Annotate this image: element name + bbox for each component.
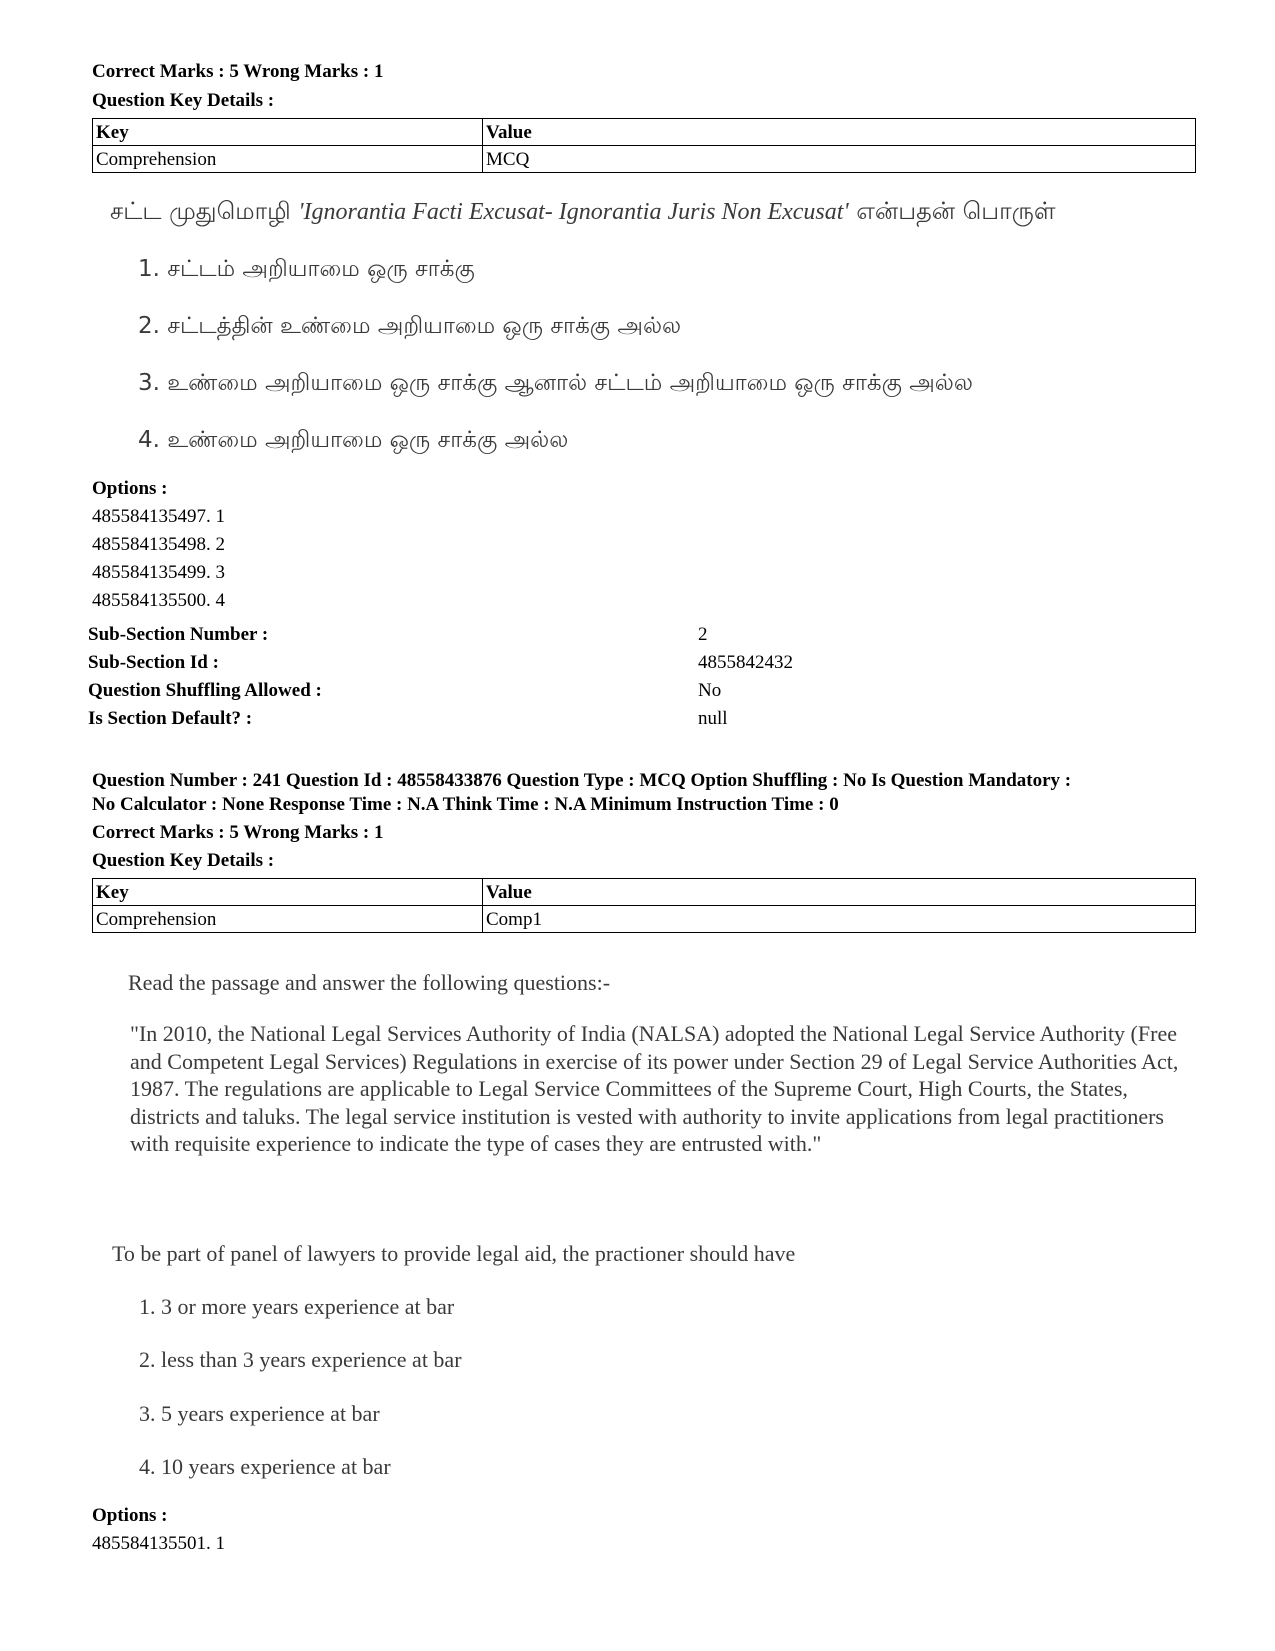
table-cell-value: Comp1 bbox=[483, 906, 1196, 933]
subsection-value: 4855842432 bbox=[698, 652, 793, 673]
question-option: 1. சட்டம் அறியாமை ஒரு சாக்கு bbox=[138, 256, 475, 282]
table-header-row bbox=[93, 879, 1196, 906]
table-cell-value: MCQ bbox=[483, 146, 1196, 173]
subsection-value: 2 bbox=[698, 624, 708, 645]
table-cell-key: Comprehension bbox=[93, 906, 483, 933]
table-row bbox=[93, 906, 1196, 933]
table-header-key: Key bbox=[93, 879, 483, 906]
question-stem-latin: 'Ignorantia Facti Excusat- Ignorantia Juris Non Excusat' bbox=[298, 199, 849, 225]
key-details-label: Question Key Details : bbox=[92, 90, 275, 111]
table-header-key: Key bbox=[93, 119, 483, 146]
subsection-label: Is Section Default? : bbox=[88, 708, 253, 729]
option-id: 485584135499. 3 bbox=[92, 562, 225, 583]
question-option: 3. உண்மை அறியாமை ஒரு சாக்கு ஆனால் சட்டம் அறியாமை ஒரு சாக்கு அல்ல bbox=[138, 370, 973, 396]
question-header-line: Question Number : 241 Question Id : 48558433876 Question Type : MCQ Option Shuffling : No Is Question Mandatory : bbox=[92, 770, 1072, 791]
question-option: 2. சட்டத்தின் உண்மை அறியாமை ஒரு சாக்கு அல்ல bbox=[138, 313, 682, 339]
marks-line: Correct Marks : 5 Wrong Marks : 1 bbox=[92, 822, 384, 843]
question-option: 2. less than 3 years experience at bar bbox=[139, 1347, 462, 1372]
subsection-label: Sub-Section Number : bbox=[88, 624, 269, 645]
option-id: 485584135497. 1 bbox=[92, 506, 225, 527]
question-stem-suffix: என்பதன் பொருள் bbox=[848, 197, 1056, 225]
key-details-label: Question Key Details : bbox=[92, 850, 275, 871]
key-details-table bbox=[92, 118, 1196, 173]
subsection-label: Question Shuffling Allowed : bbox=[88, 680, 322, 701]
question-option: 4. 10 years experience at bar bbox=[139, 1454, 391, 1479]
question-option: 1. 3 or more years experience at bar bbox=[139, 1294, 455, 1319]
table-header-row bbox=[93, 119, 1196, 146]
question-header-line: No Calculator : None Response Time : N.A Think Time : N.A Minimum Instruction Time : 0 bbox=[92, 794, 839, 815]
option-id: 485584135498. 2 bbox=[92, 534, 225, 555]
option-id: 485584135501. 1 bbox=[92, 1533, 225, 1554]
option-id: 485584135500. 4 bbox=[92, 590, 225, 611]
question-stem-prefix: சட்ட முதுமொழி bbox=[110, 197, 299, 225]
question-stem: To be part of panel of lawyers to provide legal aid, the practioner should have bbox=[112, 1241, 796, 1266]
marks-line: Correct Marks : 5 Wrong Marks : 1 bbox=[92, 61, 384, 82]
passage-text: "In 2010, the National Legal Services Authority of India (NALSA) adopted the National Legal Service Authority (Free and Competent Legal Services) Regulations in exercise of its power under Section 29 of Legal Service Authorities Act, 1987. The regulations are applicable to Legal Service Committees of the Supreme Court, High Courts, the States, districts and taluks. The legal service institution is vested with authority to invite applications from legal practitioners with requisite experience to indicate the type of cases they are entrusted with." bbox=[130, 1021, 1179, 1156]
passage-intro: Read the passage and answer the following questions:- bbox=[128, 970, 611, 995]
options-label: Options : bbox=[92, 478, 168, 499]
subsection-value: null bbox=[698, 708, 728, 729]
question-option: 3. 5 years experience at bar bbox=[139, 1401, 380, 1426]
question-stem bbox=[110, 197, 1056, 226]
options-label: Options : bbox=[92, 1505, 168, 1526]
table-row bbox=[93, 146, 1196, 173]
table-header-value: Value bbox=[483, 119, 1196, 146]
table-header-value: Value bbox=[483, 879, 1196, 906]
question-option: 4. உண்மை அறியாமை ஒரு சாக்கு அல்ல bbox=[138, 427, 569, 453]
subsection-value: No bbox=[698, 680, 722, 701]
table-cell-key: Comprehension bbox=[93, 146, 483, 173]
subsection-label: Sub-Section Id : bbox=[88, 652, 219, 673]
key-details-table bbox=[92, 878, 1196, 933]
